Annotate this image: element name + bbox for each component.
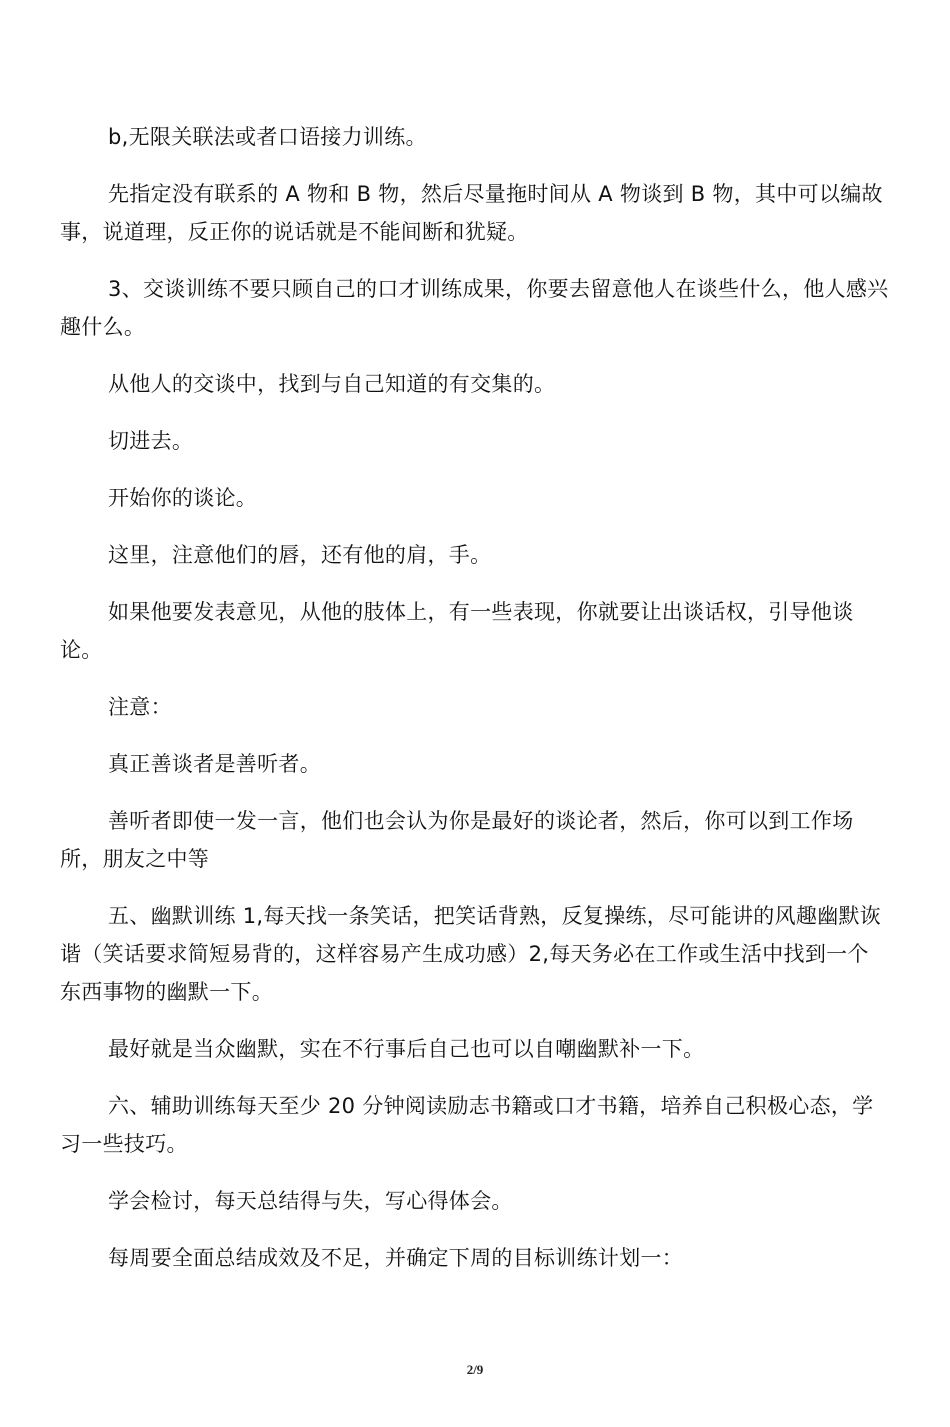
- paragraph: 学会检讨，每天总结得与失，写心得体会。: [108, 1189, 513, 1213]
- page-number: 2/9: [466, 1362, 484, 1377]
- paragraph: 从他人的交谈中，找到与自己知道的有交集的。: [108, 372, 556, 396]
- paragraph: 这里，注意他们的唇，还有他的肩，手。: [108, 543, 492, 567]
- document-body: [60, 118, 890, 1296]
- paragraph: 善听者即使一发一言，他们也会认为你是最好的谈论者，然后，你可以到工作场所，朋友之中等: [60, 809, 854, 871]
- paragraph: 切进去。: [108, 429, 194, 453]
- paragraph: 每周要全面总结成效及不足，并确定下周的目标训练计划一：: [108, 1246, 684, 1270]
- paragraph: 五、幽默训练 1,每天找一条笑话，把笑话背熟，反复操练，尽可能讲的风趣幽默诙谐（笑话要求简短易背的，这样容易产生成功感）2,每天务必在工作或生活中找到一个东西事物的幽默一下。: [60, 904, 882, 1004]
- paragraph: 开始你的谈论。: [108, 486, 258, 510]
- paragraph: 如果他要发表意见，从他的肢体上，有一些表现，你就要让出谈话权，引导他谈论。: [60, 600, 854, 662]
- paragraph: 真正善谈者是善听者。: [108, 752, 321, 776]
- paragraph: 先指定没有联系的 A 物和 B 物，然后尽量拖时间从 A 物谈到 B 物，其中可以编故事，说道理，反正你的说话就是不能间断和犹疑。: [60, 182, 883, 244]
- paragraph: 注意：: [108, 695, 172, 719]
- paragraph: 六、辅助训练每天至少 20 分钟阅读励志书籍或口才书籍，培养自己积极心态，学习一些技巧。: [60, 1094, 874, 1156]
- paragraph: b,无限关联法或者口语接力训练。: [108, 125, 427, 149]
- paragraph: 3、交谈训练不要只顾自己的口才训练成果，你要去留意他人在谈些什么，他人感兴趣什么。: [60, 277, 889, 339]
- paragraph: 最好就是当众幽默，实在不行事后自己也可以自嘲幽默补一下。: [108, 1037, 705, 1061]
